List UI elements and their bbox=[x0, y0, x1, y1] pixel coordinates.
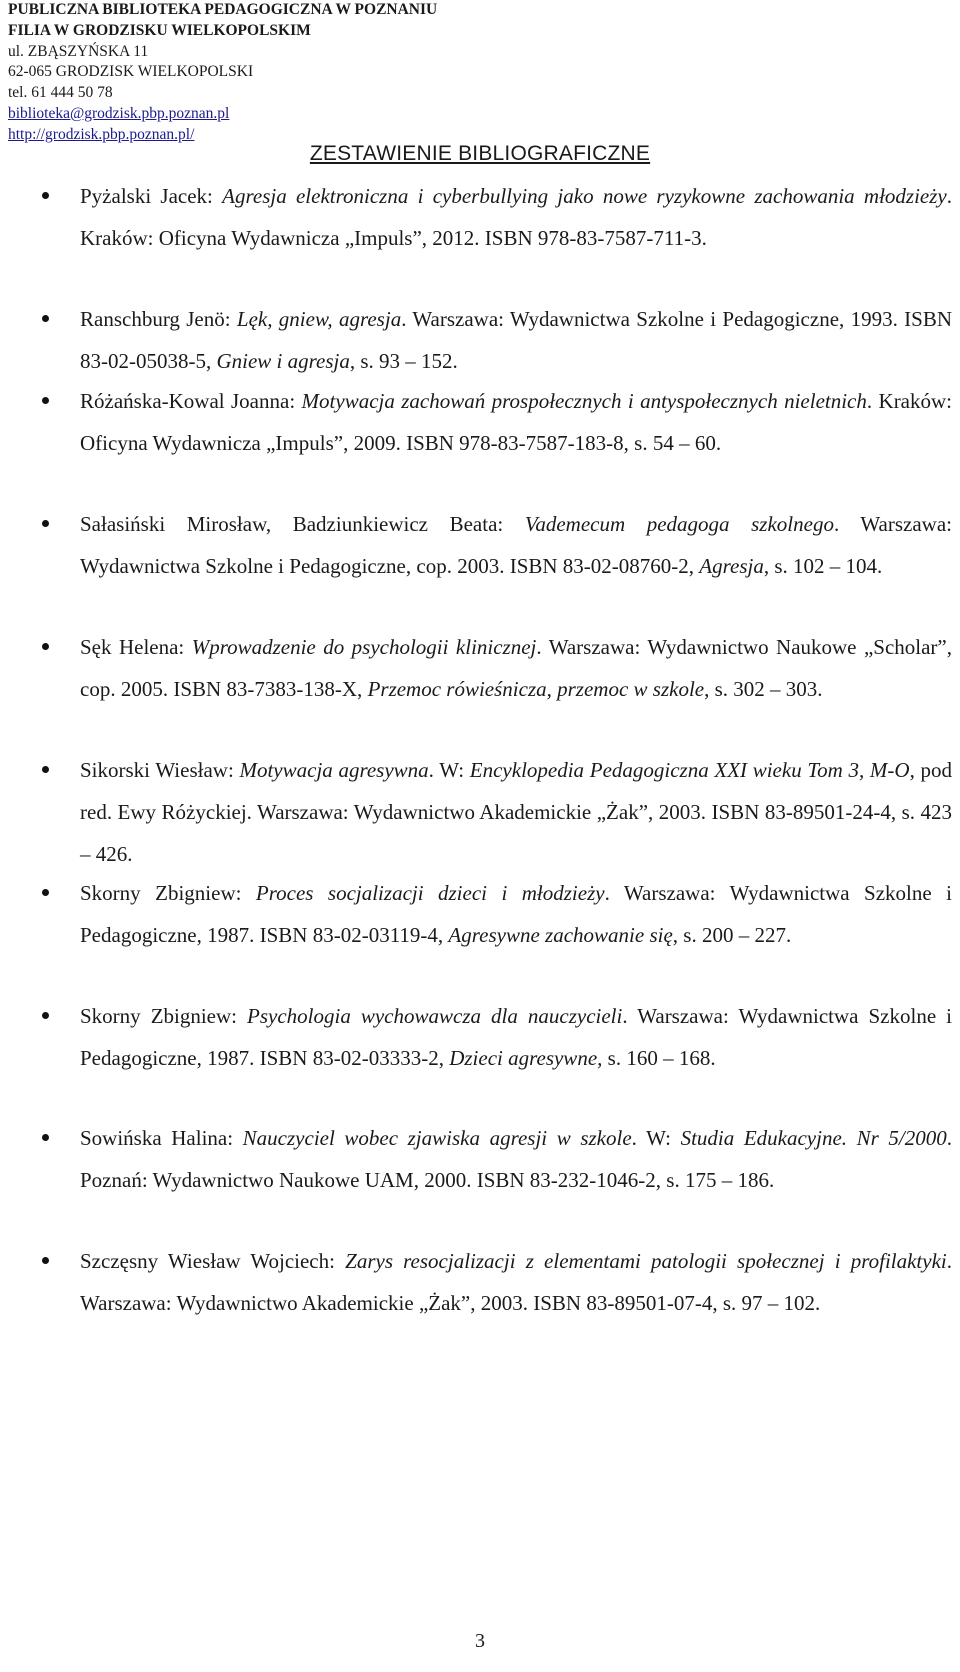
library-name: PUBLICZNA BIBLIOTEKA PEDAGOGICZNA W POZNANIU bbox=[8, 1, 438, 18]
bullet-icon bbox=[42, 1012, 49, 1019]
bullet-icon bbox=[42, 520, 49, 527]
bibliography-entry bbox=[80, 503, 952, 587]
entry-publication: . Warszawa: Wydawnictwo Naukowe „Scholar”, cop. 2005. ISBN 83-7383-138-X, bbox=[80, 635, 952, 701]
entry-title: Nauczyciel wobec zjawiska agresji w szkole bbox=[242, 1126, 632, 1150]
entry-publication: . Warszawa: Wydawnictwa Szkolne i Pedagogiczne, 1987. ISBN 83-02-03333-2, bbox=[80, 1004, 952, 1070]
bullet-icon bbox=[42, 766, 49, 773]
bibliography-entry bbox=[80, 749, 952, 875]
bullet-icon bbox=[42, 315, 49, 322]
bibliography-entry bbox=[80, 626, 952, 710]
entry-title: Psychologia wychowawcza dla nauczycieli bbox=[247, 1004, 623, 1028]
entry-chapter: Przemoc rówieśnicza, przemoc w szkole bbox=[367, 677, 705, 701]
bibliography-entry bbox=[80, 872, 952, 956]
entry-pages: , s. 302 – 303. bbox=[704, 677, 823, 701]
entry-publication: . Warszawa: Wydawnictwa Szkolne i Pedagogiczne, cop. 2003. ISBN 83-02-08760-2, bbox=[80, 512, 953, 578]
entry-publication: . Warszawa: Wydawnictwo Akademickie „Żak”, 2003. ISBN 83-89501-07-4, s. 97 – 102. bbox=[80, 1249, 952, 1315]
entry-title: Motywacja zachowań prospołecznych i antyspołecznych nieletnich bbox=[301, 389, 867, 413]
bullet-icon bbox=[42, 192, 49, 199]
library-branch: FILIA W GRODZISKU WIELKOPOLSKIM bbox=[8, 21, 311, 39]
entry-author: Ranschburg Jenö: bbox=[80, 307, 237, 331]
entry-pages: , s. 200 – 227. bbox=[672, 923, 792, 947]
entry-pages: , s. 102 – 104. bbox=[763, 554, 883, 578]
entry-author: Skorny Zbigniew: bbox=[80, 1004, 248, 1028]
entry-author: Skorny Zbigniew: bbox=[80, 881, 256, 905]
bibliography-entry bbox=[80, 298, 952, 382]
entry-title: Wprowadzenie do psychologii klinicznej bbox=[191, 635, 537, 659]
library-phone: tel. 61 444 50 78 bbox=[8, 84, 113, 102]
entry-title: Vademecum pedagoga szkolnego bbox=[524, 512, 834, 536]
entry-author: Sałasiński Mirosław, Badziunkiewicz Beata: bbox=[80, 512, 525, 536]
library-website-link[interactable]: http://grodzisk.pbp.poznan.pl/ bbox=[8, 125, 195, 143]
entry-publication: . Warszawa: Wydawnictwa Szkolne i Pedagogiczne, 1987. ISBN 83-02-03119-4, bbox=[80, 881, 952, 947]
entry-chapter: Agresywne zachowanie się bbox=[448, 923, 673, 947]
document-title: ZESTAWIENIE BIBLIOGRAFICZNE bbox=[309, 142, 651, 165]
entry-author: Sowińska Halina: bbox=[80, 1126, 243, 1150]
entry-author: Szczęsny Wiesław Wojciech: bbox=[80, 1249, 346, 1273]
entry-pages: s. 160 – 168. bbox=[602, 1046, 716, 1070]
page-number: 3 bbox=[475, 1630, 485, 1652]
bullet-icon bbox=[42, 889, 49, 896]
entry-source: Encyklopedia Pedagogiczna XXI wieku Tom 3, M-O bbox=[469, 758, 910, 782]
entry-author: Różańska-Kowal Joanna: bbox=[80, 389, 302, 413]
bullet-icon bbox=[42, 1257, 49, 1264]
bullet-icon bbox=[42, 1134, 49, 1141]
library-street: ul. ZBĄSZYŃSKA 11 bbox=[8, 42, 149, 60]
entry-author: Pyżalski Jacek: bbox=[80, 184, 223, 208]
entry-title: Lęk, gniew, agresja bbox=[236, 307, 402, 331]
entry-author: Sikorski Wiesław: bbox=[80, 758, 240, 782]
entry-publication: . Kraków: Oficyna Wydawnicza „Impuls”, 2009. ISBN 978-83-7587-183-8, s. 54 – 60. bbox=[80, 389, 953, 455]
bibliography-entry bbox=[80, 175, 952, 259]
entry-title: Agresja elektroniczna i cyberbullying jako nowe ryzykowne zachowania młodzieży bbox=[222, 184, 947, 208]
entry-in-label: . W: bbox=[631, 1126, 681, 1150]
entry-title: Motywacja agresywna bbox=[239, 758, 429, 782]
entry-publication: . Kraków: Oficyna Wydawnicza „Impuls”, 2012. ISBN 978-83-7587-711-3. bbox=[80, 184, 953, 250]
bibliography-entry bbox=[80, 995, 952, 1079]
bibliography-entry bbox=[80, 380, 952, 464]
entry-source: Studia Edukacyjne. Nr 5/2000 bbox=[680, 1126, 947, 1150]
entry-title: Zarys resocjalizacji z elementami patologii społecznej i profilaktyki bbox=[345, 1249, 947, 1273]
entry-pages: , s. 93 – 152. bbox=[349, 349, 458, 373]
library-email-link[interactable]: biblioteka@grodzisk.pbp.poznan.pl bbox=[8, 104, 230, 122]
entry-publication: , pod red. Ewy Różyckiej. Warszawa: Wydawnictwo Akademickie „Żak”, 2003. ISBN 83-89501-24-4, s. 423 – 426. bbox=[80, 758, 952, 866]
bibliography-entry bbox=[80, 1117, 952, 1201]
entry-chapter: Gniew i agresja bbox=[216, 349, 350, 373]
entry-chapter: Dzieci agresywne, bbox=[449, 1046, 603, 1070]
entry-author: Sęk Helena: bbox=[80, 635, 192, 659]
bibliography-entry bbox=[80, 1240, 952, 1324]
entry-publication: . Warszawa: Wydawnictwa Szkolne i Pedagogiczne, 1993. ISBN 83-02-05038-5, bbox=[80, 307, 952, 373]
library-city: 62-065 GRODZISK WIELKOPOLSKI bbox=[8, 63, 254, 81]
bullet-icon bbox=[42, 643, 49, 650]
bullet-icon bbox=[42, 397, 49, 404]
entry-chapter: Agresja bbox=[699, 554, 764, 578]
entry-publication: . Poznań: Wydawnictwo Naukowe UAM, 2000. ISBN 83-232-1046-2, s. 175 – 186. bbox=[80, 1126, 952, 1192]
entry-in-label: . W: bbox=[428, 758, 470, 782]
entry-title: Proces socjalizacji dzieci i młodzieży bbox=[255, 881, 605, 905]
